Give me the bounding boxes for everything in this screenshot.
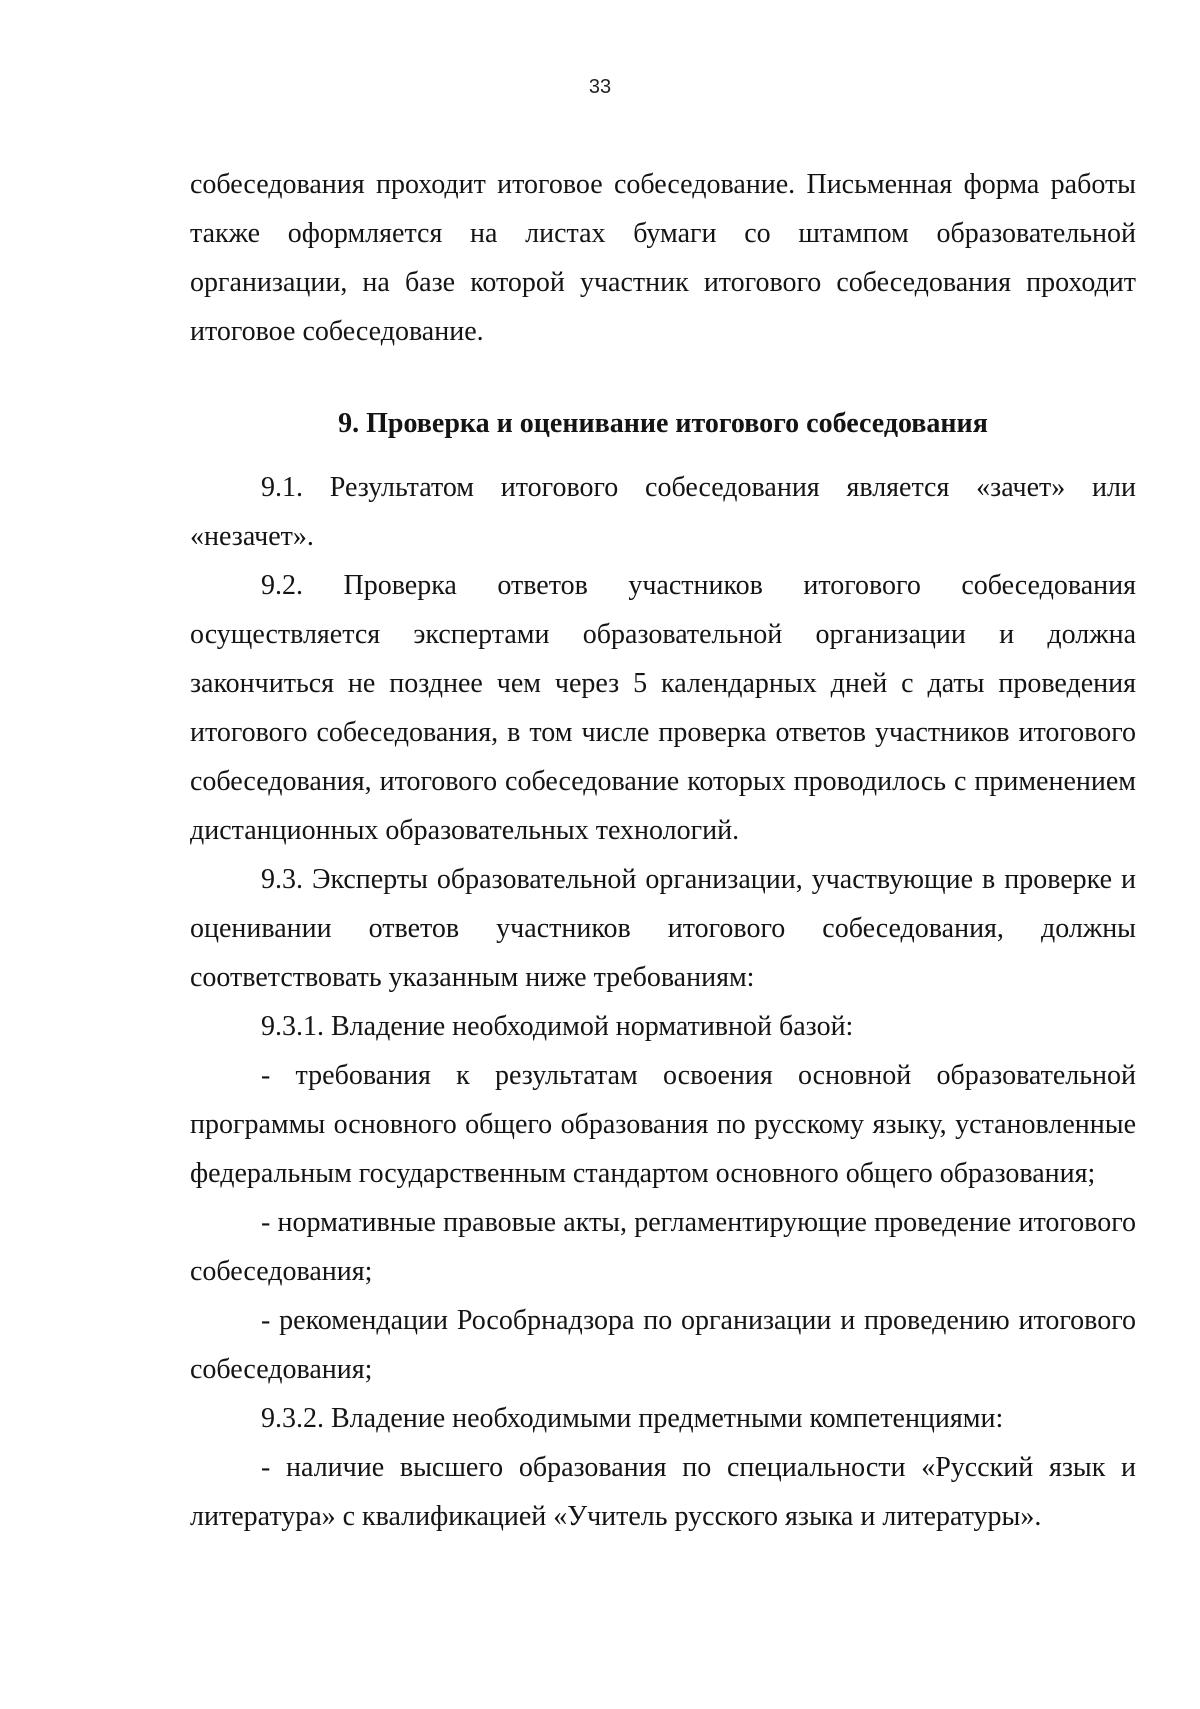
list-item-recommendations: - рекомендации Рособрнадзора по организации и проведению итогового собеседования;: [190, 1305, 1136, 1385]
paragraph-9-2: 9.2. Проверка ответов участников итогового собеседования осуществляется экспертами образовательной организации и должна закончиться не позднее чем через 5 календарных дней с даты проведения итогового собеседования, в том числе проверка ответов участников итогового собеседования, итогового собеседование которых проводилось с применением дистанционных образовательных технологий.: [190, 570, 1136, 846]
continuation-paragraph: собеседования проходит итоговое собеседование. Письменная форма работы также оформляется на листах бумаги со штампом образовательной организации, на базе которой участник итогового собеседования проходит итоговое собеседование.: [190, 169, 1136, 347]
list-item-legal-acts: - нормативные правовые акты, регламентирующие проведение итогового собеседования;: [190, 1207, 1136, 1287]
paragraph-9-3-1: 9.3.1. Владение необходимой нормативной базой:: [261, 1011, 854, 1042]
paragraph-9-3-2: 9.3.2. Владение необходимыми предметными компетенциями:: [261, 1403, 1004, 1434]
paragraph-9-3: 9.3. Эксперты образовательной организации, участвующие в проверке и оценивании ответов участников итогового собеседования, должны соответствовать указанным ниже требованиям:: [190, 864, 1136, 993]
paragraph-9-1: 9.1. Результатом итогового собеседования является «зачет» или «незачет».: [190, 472, 1136, 552]
page-number: 33: [588, 76, 612, 98]
document-body: [190, 160, 1136, 1541]
list-item-requirements: - требования к результатам освоения основной образовательной программы основного общего образования по русскому языку, установленные федеральным государственным стандартом основного общего образования;: [190, 1060, 1136, 1189]
list-item-higher-education: - наличие высшего образования по специальности «Русский язык и литература» с квалификацией «Учитель русского языка и литературы».: [190, 1452, 1136, 1532]
section-heading: 9. Проверка и оценивание итогового собеседования: [338, 408, 988, 439]
